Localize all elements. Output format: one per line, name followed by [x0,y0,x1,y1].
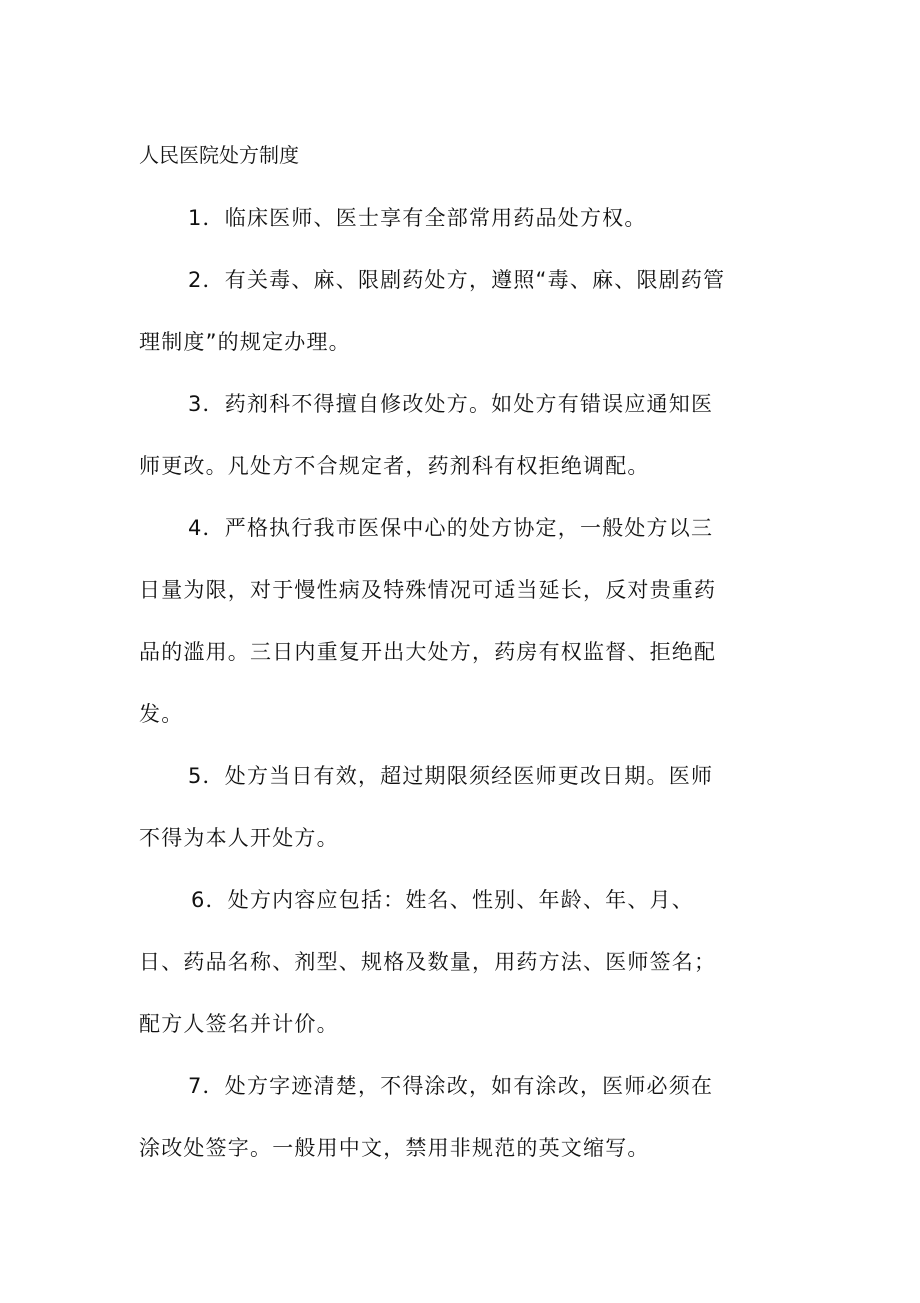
paragraph-3: 3．药剂科不得擅自修改处方。如处方有错误应通知医师更改。凡处方不合规定者，药剂科有权拒绝调配。 [139,392,714,478]
document-title: 人民医院处方制度 [139,143,299,167]
paragraph-4: 4．严格执行我市医保中心的处方协定，一般处方以三日量为限，对于慢性病及特殊情况可适当延长，反对贵重药品的滥用。三日内重复开出大处方，药房有权监督、拒绝配发。 [139,516,717,726]
paragraph-7: 7．处方字迹清楚，不得涂改，如有涂改，医师必须在涂改处签字。一般用中文，禁用非规范的英文缩写。 [139,1074,714,1160]
paragraph-2: 2．有关毒、麻、限剧药处方，遵照“毒、麻、限剧药管理制度”的规定办理。 [139,268,726,354]
paragraph-5: 5．处方当日有效，超过期限须经医师更改日期。医师不得为本人开处方。 [139,764,714,850]
paragraph-1: 1．临床医师、医士享有全部常用药品处方权。 [188,206,647,230]
paragraph-6: 6．处方内容应包括：姓名、性别、年龄、年、月、日、药品名称、剂型、规格及数量，用药方法、医师签名；配方人签名并计价。 [139,888,717,1036]
